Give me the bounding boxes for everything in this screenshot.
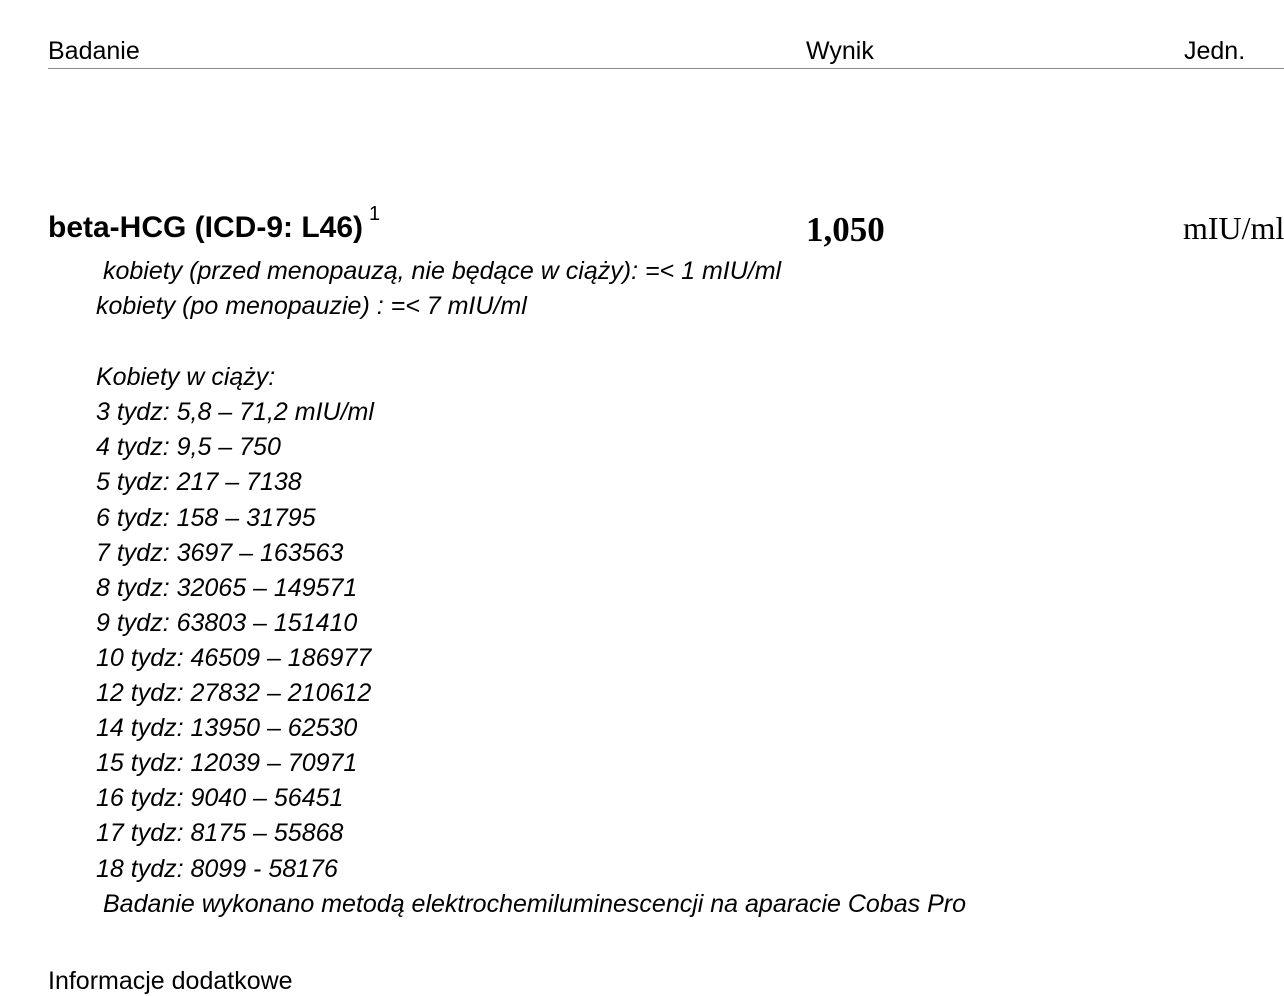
- test-footnote-marker: 1: [369, 203, 381, 225]
- pregnancy-week-line: 12 tydz: 27832 – 210612: [96, 679, 372, 708]
- pregnancy-week-line: 14 tydz: 13950 – 62530: [96, 714, 358, 743]
- pregnancy-week-line: 9 tydz: 63803 – 151410: [96, 608, 358, 637]
- method-note: Badanie wykonano metodą elektrochemiluminescencji na aparacie Cobas Pro: [103, 889, 966, 918]
- pregnancy-week-line: 15 tydz: 12039 – 70971: [96, 749, 358, 778]
- pregnancy-week-line: 3 tydz: 5,8 – 71,2 mIU/ml: [96, 398, 374, 427]
- reference-line-premenopause: kobiety (przed menopauzą, nie będące w ciąży): =< 1 mIU/ml: [103, 257, 782, 285]
- pregnancy-header: Kobiety w ciąży:: [96, 363, 276, 392]
- pregnancy-week-line: 10 tydz: 46509 – 186977: [96, 643, 372, 672]
- column-header-test: Badanie: [48, 37, 140, 65]
- reference-line-postmenopause: kobiety (po menopauzie) : =< 7 mIU/ml: [96, 292, 527, 321]
- test-name: [48, 203, 381, 248]
- pregnancy-week-line: 4 tydz: 9,5 – 750: [96, 433, 281, 462]
- reference-spacer: [96, 324, 966, 360]
- pregnancy-week-line: 8 tydz: 32065 – 149571: [96, 573, 358, 602]
- pregnancy-week-line: 17 tydz: 8175 – 55868: [96, 819, 344, 848]
- additional-info-heading: Informacje dodatkowe: [48, 967, 293, 995]
- pregnancy-week-line: 16 tydz: 9040 – 56451: [96, 784, 344, 813]
- column-header-result: Wynik: [806, 37, 874, 65]
- pregnancy-week-line: 7 tydz: 3697 – 163563: [96, 538, 344, 567]
- column-header-unit: Jedn.: [1184, 37, 1246, 65]
- test-name-text: beta-HCG (ICD-9: L46): [48, 211, 364, 244]
- pregnancy-week-line: 5 tydz: 217 – 7138: [96, 468, 302, 497]
- header-divider: [48, 68, 1284, 69]
- test-result-value: 1,050: [806, 210, 885, 249]
- pregnancy-week-line: 18 tydz: 8099 - 58176: [96, 854, 338, 883]
- test-result-unit: mIU/ml: [1183, 210, 1284, 246]
- pregnancy-week-line: 6 tydz: 158 – 31795: [96, 503, 316, 532]
- reference-ranges: [96, 254, 966, 922]
